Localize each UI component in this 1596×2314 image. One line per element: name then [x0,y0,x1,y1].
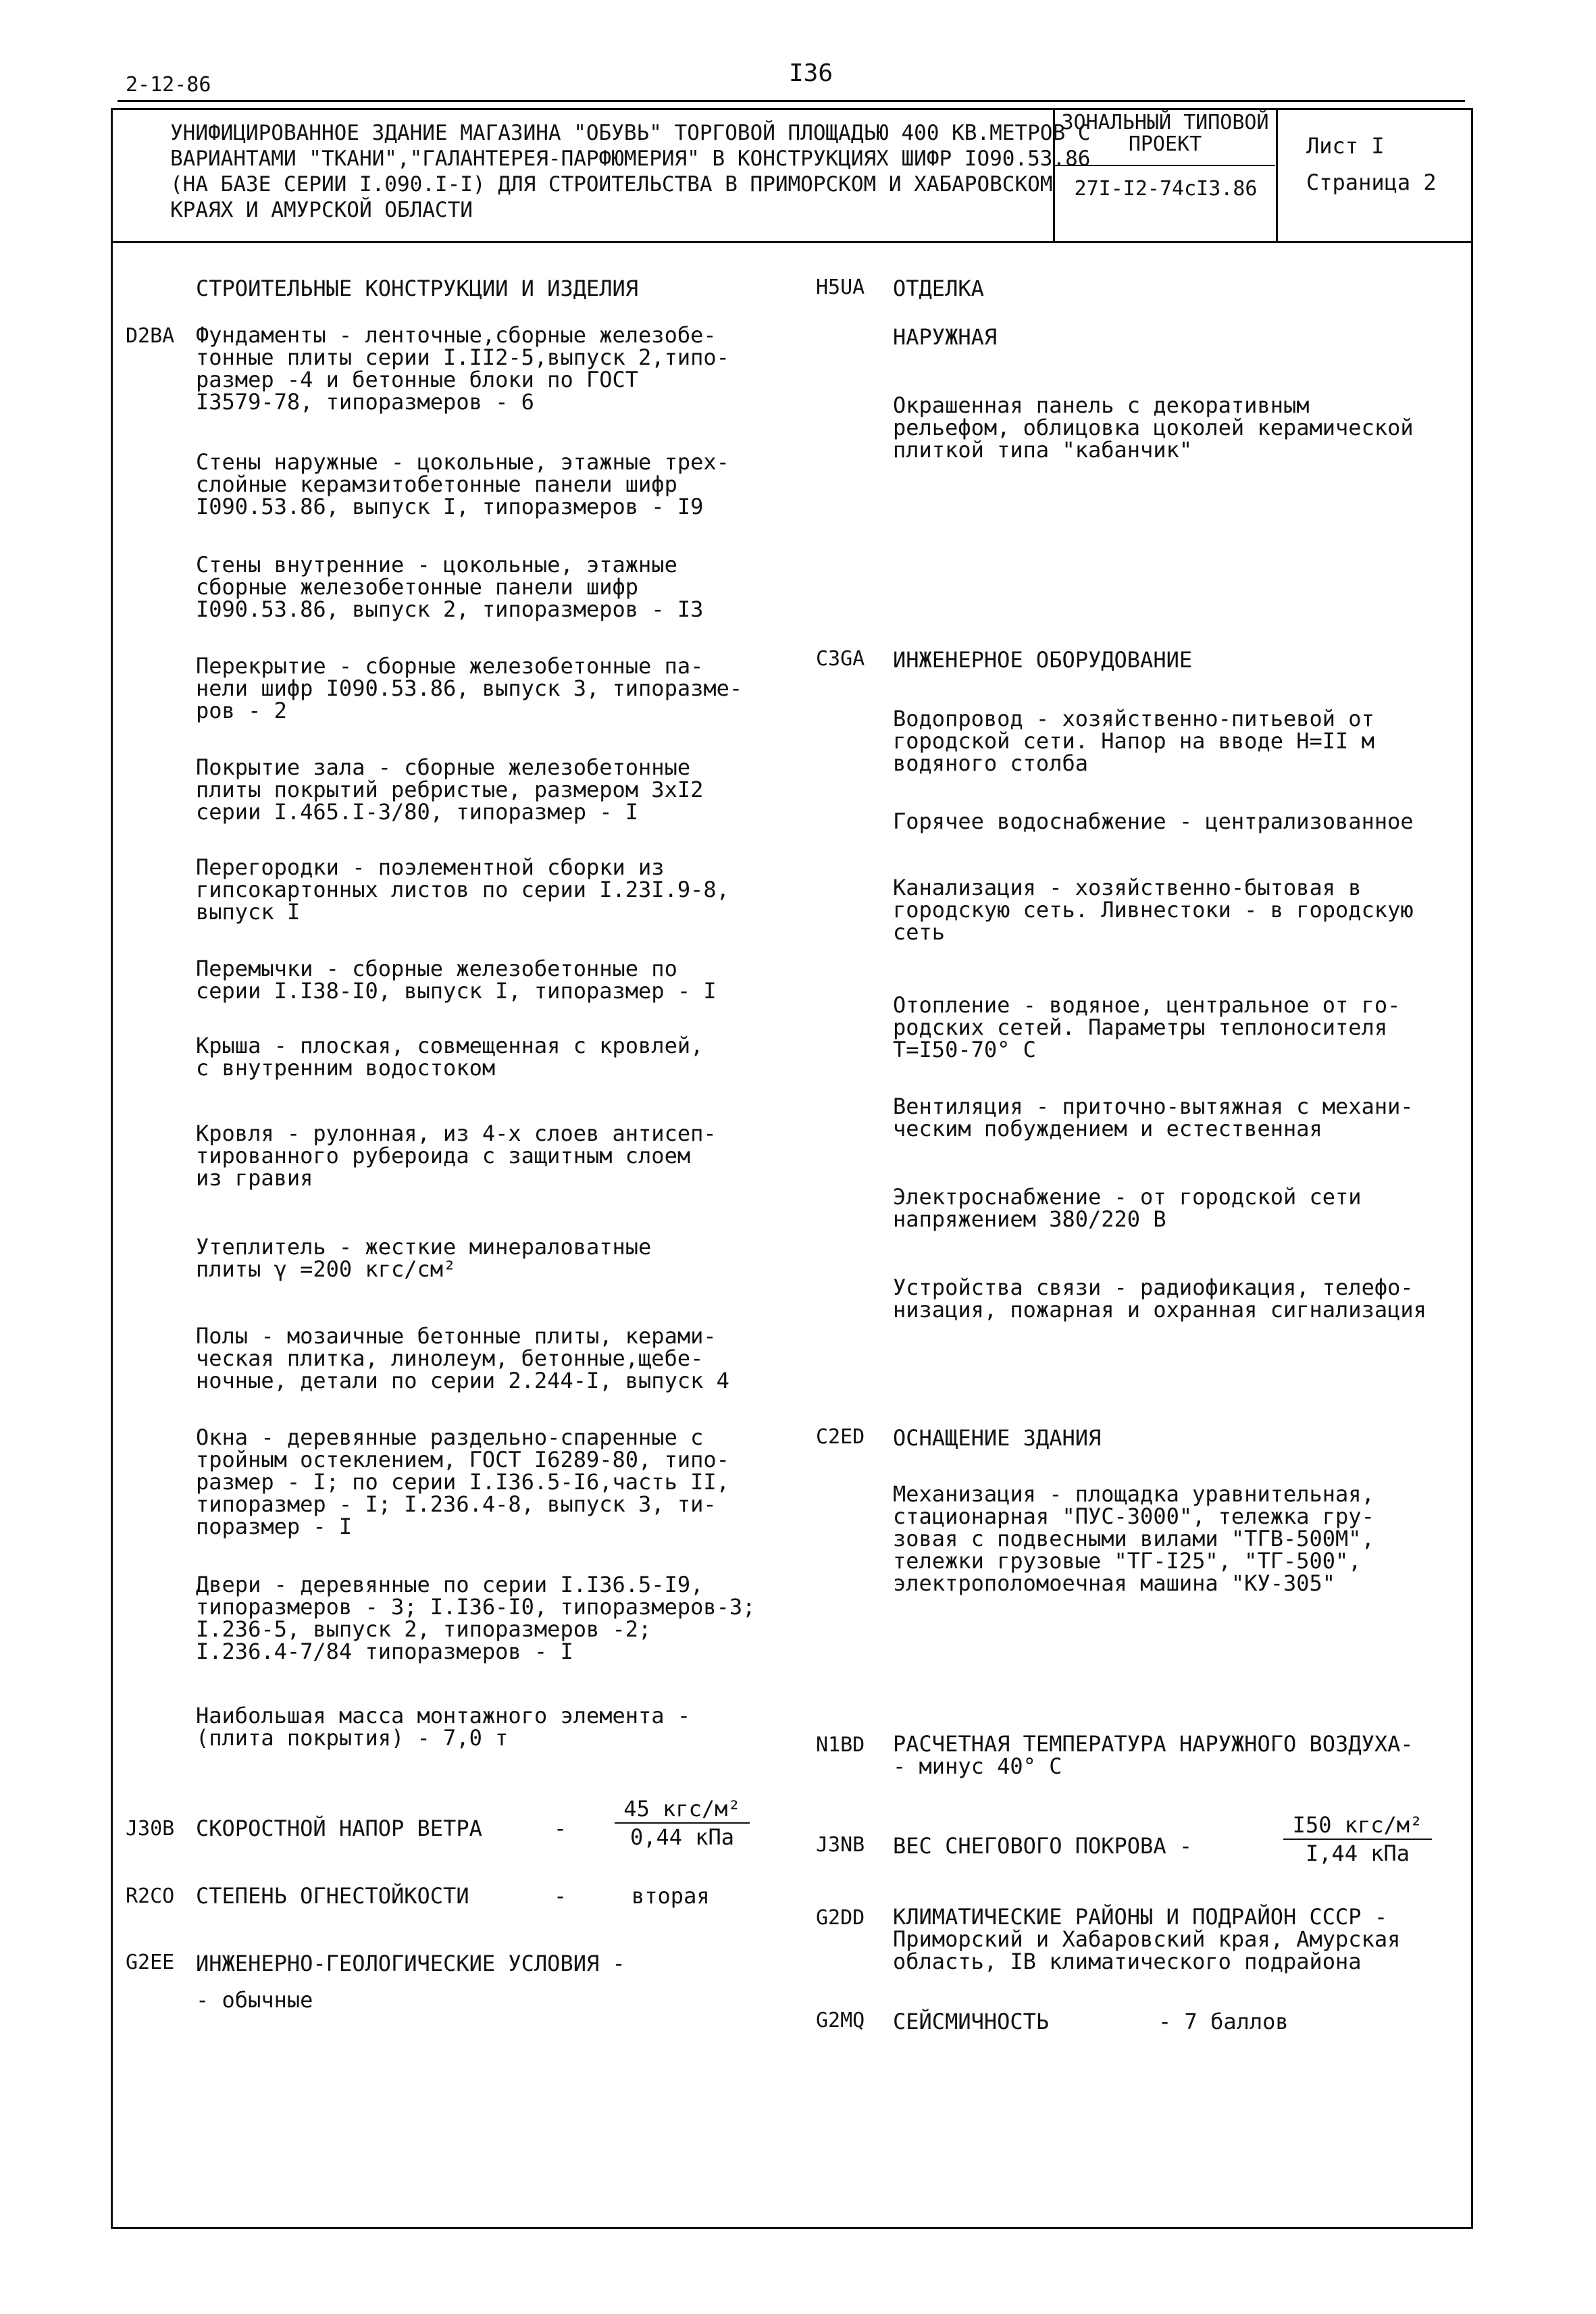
page-label: Страница 2 [1306,170,1437,195]
snow-load-value [1283,1811,1432,1867]
spec-doors: Двери - деревянные по серии I.I36.5-I9, типоразмеров - 3; I.I36-I0, типоразмеров-3; I.236-5, выпуск 2, типоразмеров -2; I.236.4-7/84 типоразмеров - I [196,1572,756,1664]
section-title-engineering: ИНЖЕНЕРНОЕ ОБОРУДОВАНИЕ [893,647,1193,673]
snow-load-kgs: I50 кгс/м² [1283,1811,1432,1840]
spec-outer-walls: Стены наружные - цокольные, этажные трех- слойные керамзитобетонные панели шифр I090.53.86, выпуск I, типоразмеров - I9 [196,449,729,519]
code-label: J30B [126,1817,175,1841]
spec-insulation: Утеплитель - жесткие минераловатные плиты γ =200 кгс/см² [196,1234,652,1282]
spec-roof: Крыша - плоская, совмещенная с кровлей, с внутренним водостоком [196,1033,704,1081]
fire-resistance-dash: - [554,1883,567,1909]
spec-mechanization: Механизация - площадка уравнительная, стационарная "ПУС-3000", тележка гру- зовая с подвесными вилами "ТГВ-500М", тележки грузовые "ТГ-I25", "ТГ-500", электрополомоечная машина "КУ-305" [893,1481,1374,1596]
page-number: I36 [789,59,833,87]
spec-hot-water: Горячее водоснабжение - централизованное [893,808,1414,834]
spec-roofing: Кровля - рулонная, из 4-х слоев антисеп- тированного рубероида с защитным слоем из гравия [196,1121,717,1191]
code-label: J3NB [816,1833,865,1857]
section-title-equipment: ОСНАЩЕНИЕ ЗДАНИЯ [893,1425,1102,1451]
document-code: 2-12-86 [126,73,211,97]
seismicity-value: - 7 баллов [1158,2009,1289,2034]
section-subtitle-exterior: НАРУЖНАЯ [893,324,998,350]
code-label: G2EE [126,1951,175,1974]
code-label: N1BD [816,1733,865,1757]
code-label: C2ED [816,1425,865,1449]
wind-pressure-kgs: 45 кгс/м² [615,1795,750,1824]
project-divider [1055,165,1275,166]
spec-inner-walls: Стены внутренние - цокольные, этажные сборные железобетонные панели шифр I090.53.86, выпуск 2, типоразмеров - I3 [196,552,704,622]
spec-max-mass: Наибольшая масса монтажного элемента - (плита покрытия) - 7,0 т [196,1703,691,1751]
spec-floor-cover: Полы - мозаичные бетонные плиты, керами- ческая плитка, линолеум, бетонные,щебе- ночные, детали по серии 2.244-I, выпуск 4 [196,1323,729,1393]
seismicity-label: СЕЙСМИЧНОСТЬ [893,2009,1050,2034]
title-block [111,108,1473,243]
spec-heating: Отопление - водяное, центральное от го- родских сетей. Параметры теплоносителя Т=I50-70° С [893,992,1401,1062]
wind-pressure-value [615,1795,750,1851]
top-rule [118,100,1465,102]
geology-value: - обычные [196,1987,313,2013]
design-temperature: РАСЧЕТНАЯ ТЕМПЕРАТУРА НАРУЖНОГО ВОЗДУХА- - минус 40° С [893,1731,1414,1779]
code-label: D2BA [126,324,175,348]
wind-label: СКОРОСТНОЙ НАПОР ВЕТРА [196,1816,482,1841]
climate-regions: КЛИМАТИЧЕСКИЕ РАЙОНЫ И ПОДРАЙОН СССР - Приморский и Хабаровский края, Амурская область, IВ климатического подрайона [893,1904,1401,1974]
spec-sewerage: Канализация - хозяйственно-бытовая в городскую сеть. Ливнестоки - в городскую сеть [893,875,1414,945]
code-label: C3GA [816,647,865,671]
section-title-construction: СТРОИТЕЛЬНЫЕ КОНСТРУКЦИИ И ИЗДЕЛИЯ [196,276,639,301]
spec-floors: Перекрытие - сборные железобетонные па- нели шифр I090.53.86, выпуск 3, типоразме- ров - 2 [196,653,743,723]
code-label: R2CO [126,1884,175,1908]
code-label: H5UA [816,276,865,299]
project-type: ЗОНАЛЬНЫЙ ТИПОВОЙ ПРОЕКТ [1061,111,1269,156]
document-title: УНИФИЦИРОВАННОЕ ЗДАНИЕ МАГАЗИНА "ОБУВЬ" ТОРГОВОЙ ПЛОЩАДЬЮ 400 КВ.МЕТРОВ С ВАРИАНТАМИ "ТКАНИ","ГАЛАНТЕРЕЯ-ПАРФЮМЕРИЯ" В КОНСТРУКЦИЯХ ШИФР IO90.53.86 (НА БАЗЕ СЕРИИ I.090.I-I) ДЛЯ СТРОИТЕЛЬСТВА В ПРИМОРСКОМ И ХАБАРОВСКОМ КРАЯХ И АМУРСКОЙ ОБЛАСТИ [170,121,1091,222]
fire-resistance-value: вторая [632,1883,710,1909]
fire-resistance-label: СТЕПЕНЬ ОГНЕСТОЙКОСТИ [196,1883,469,1909]
code-label: G2DD [816,1906,865,1930]
title-block-divider [1276,108,1278,241]
spec-water-supply: Водопровод - хозяйственно-питьевой от городской сети. Напор на вводе Н=II м водяного столба [893,706,1374,776]
section-title-finish: ОТДЕЛКА [893,276,984,301]
spec-exterior-finish: Окрашенная панель с декоративным рельефом, облицовка цоколей керамической плиткой типа "кабанчик" [893,392,1414,463]
spec-foundations: Фундаменты - ленточные,сборные железобе- тонные плиты серии I.II2-5,выпуск 2,типо- размер -4 и бетонные блоки по ГОСТ I3579-78, типоразмеров - 6 [196,322,729,415]
sheet-label: Лист I [1306,133,1385,159]
code-label: G2MQ [816,2009,865,2032]
snow-load-kpa: I,44 кПа [1305,1841,1410,1866]
spec-communications: Устройства связи - радиофикация, телефо- низация, пожарная и охранная сигнализация [893,1275,1426,1322]
geology-label: ИНЖЕНЕРНО-ГЕОЛОГИЧЕСКИЕ УСЛОВИЯ - [196,1951,625,1976]
wind-dash: - [554,1816,567,1841]
spec-windows: Окна - деревянные раздельно-спаренные с тройным остеклением, ГОСТ I6289-80, типо- размер - I; по серии I.I36.5-I6,часть II, типоразмер - I; I.236.4-8, выпуск 3, ти- поразмер - I [196,1424,729,1539]
spec-power-supply: Электроснабжение - от городской сети напряжением 380/220 В [893,1184,1362,1232]
spec-lintels: Перемычки - сборные железобетонные по серии I.I38-I0, выпуск I, типоразмер - I [196,956,717,1004]
project-code: 27I-I2-74сI3.86 [1074,177,1258,201]
spec-ventilation: Вентиляция - приточно-вытяжная с механи- ческим побуждением и естественная [893,1094,1414,1141]
spec-hall-cover: Покрытие зала - сборные железобетонные плиты покрытий ребристые, размером 3хI2 серии I.465.I-3/80, типоразмер - I [196,754,704,825]
wind-pressure-kpa: 0,44 кПа [629,1824,735,1850]
spec-partitions: Перегородки - поэлементной сборки из гипсокартонных листов по серии I.23I.9-8, выпуск I [196,854,729,925]
snow-load-label: ВЕС СНЕГОВОГО ПОКРОВА - [893,1833,1193,1859]
